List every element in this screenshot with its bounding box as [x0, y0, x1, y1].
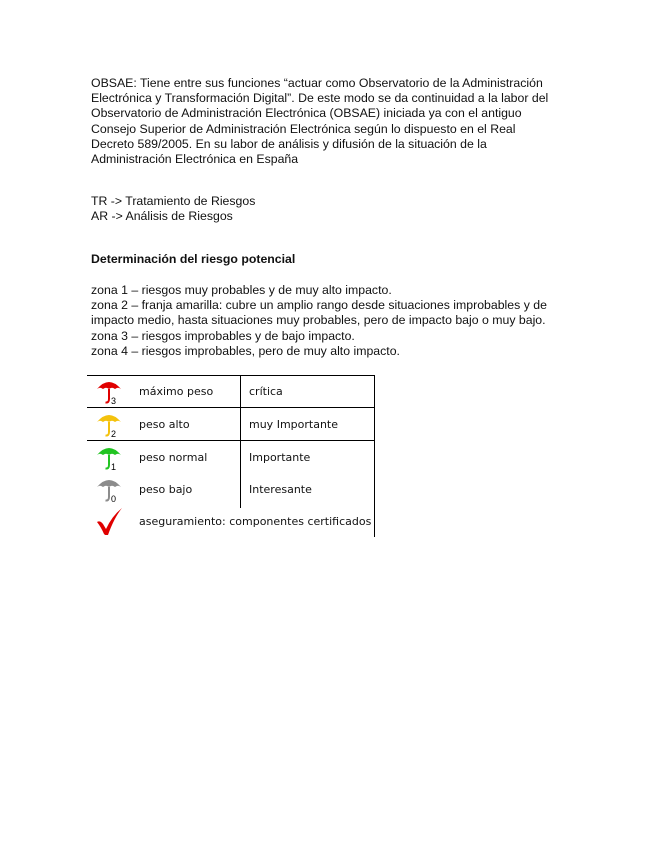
abbreviations-list — [91, 194, 255, 224]
legend-level: muy Importante — [249, 418, 338, 431]
assurance-label: aseguramiento: componentes certificados — [139, 515, 372, 528]
umbrella-gray-icon — [95, 475, 123, 503]
intro-line: Administración Electrónica en España — [91, 152, 299, 167]
umbrella-number: 2 — [111, 429, 117, 438]
umbrella-yellow-icon — [95, 410, 123, 438]
legend-label: máximo peso — [139, 385, 214, 398]
legend-label: peso alto — [139, 418, 190, 431]
umbrella-green-icon — [95, 443, 123, 471]
legend-row-critical — [87, 375, 375, 407]
umbrella-number: 3 — [111, 396, 117, 405]
intro-line: OBSAE: Tiene entre sus funciones “actuar como Observatorio de la Administración — [91, 76, 543, 90]
abbreviation-tr: TR -> Tratamiento de Riesgos — [91, 194, 256, 208]
intro-line: Decreto 589/2005. En su labor de análisis y difusión de la situación de la — [91, 136, 487, 151]
checkmark-icon — [95, 507, 123, 535]
section-heading: Determinación del riesgo potencial — [91, 252, 296, 266]
legend-level: Interesante — [249, 483, 312, 496]
intro-line: Observatorio de Administración Electrónica (OBSAE) iniciada ya con el antiguo — [91, 106, 522, 121]
intro-line: Electrónica y Transformación Digital”. De este modo se da continuidad a la labor del — [91, 91, 549, 106]
zone-line: zona 3 – riesgos improbables y de bajo impacto. — [91, 328, 355, 343]
legend-level: Importante — [249, 451, 311, 464]
legend-level: crítica — [249, 385, 283, 398]
legend-row-interesting — [87, 473, 375, 505]
zone-line: zona 4 – riesgos improbables, pero de muy alto impacto. — [91, 343, 400, 358]
zone-line: zona 1 – riesgos muy probables y de muy alto impacto. — [91, 283, 392, 297]
legend-row-assurance — [87, 505, 375, 537]
legend-label: peso normal — [139, 451, 208, 464]
zones-list — [91, 283, 571, 359]
intro-line: Consejo Superior de Administración Electrónica según lo dispuesto en el Real — [91, 121, 516, 136]
umbrella-number: 1 — [111, 462, 117, 471]
intro-paragraph — [91, 76, 566, 167]
zone-line: zona 2 – franja amarilla: cubre un amplio rango desde situaciones improbables y de — [91, 298, 547, 313]
legend-row-important — [87, 441, 375, 473]
umbrella-number: 0 — [111, 494, 117, 503]
legend-label: peso bajo — [139, 483, 193, 496]
legend-row-very-important — [87, 408, 375, 440]
zone-line: impacto medio, hasta situaciones muy probables, pero de impacto bajo o muy bajo. — [91, 313, 546, 328]
abbreviation-ar: AR -> Análisis de Riesgos — [91, 209, 233, 224]
risk-legend-table — [87, 375, 375, 537]
umbrella-red-icon — [95, 377, 123, 405]
